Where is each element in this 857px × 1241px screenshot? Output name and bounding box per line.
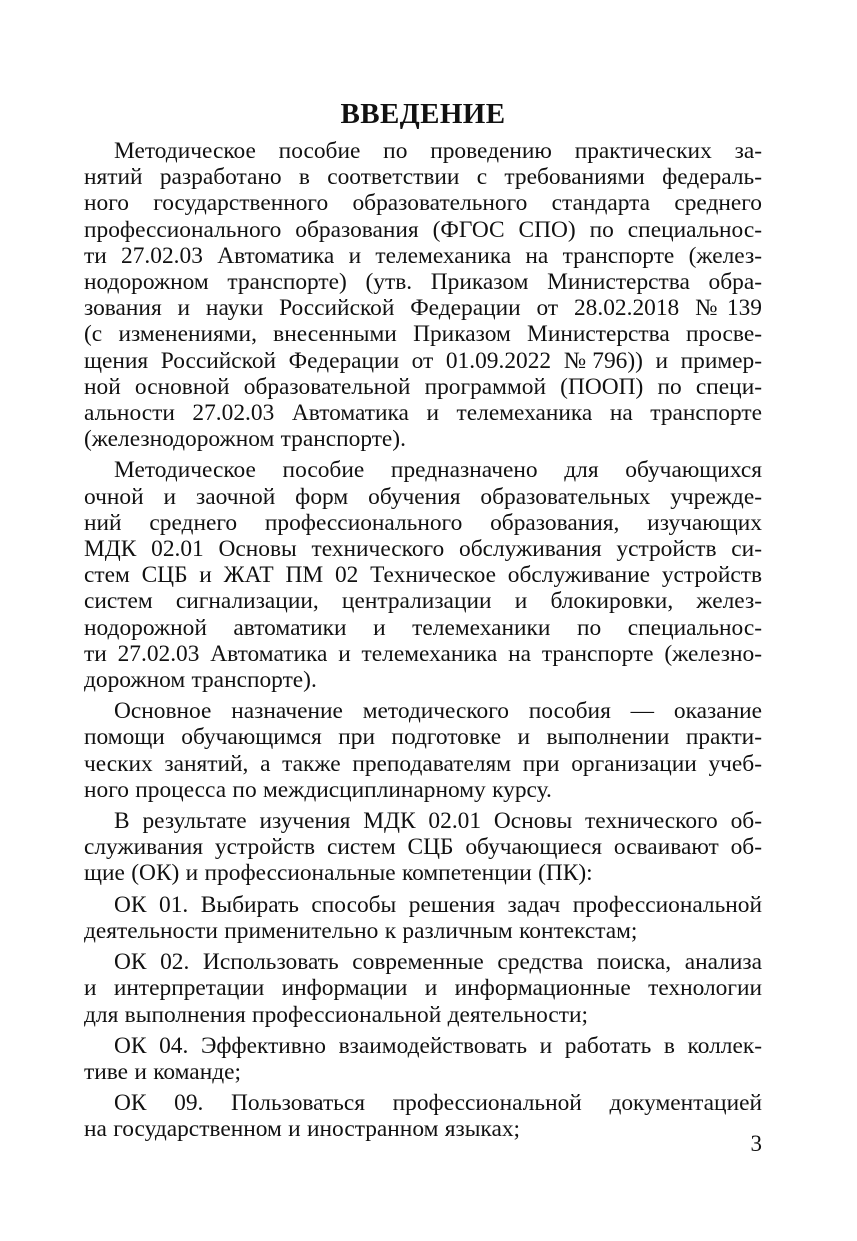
paragraph xyxy=(84,808,762,887)
text-line: тиве и команде; xyxy=(84,1058,241,1085)
text-line: зования и науки Российской Федерации от 28.02.2018 №139 xyxy=(84,295,762,322)
text-line: на государственном и иностранном языках; xyxy=(84,1116,521,1143)
text-line: стем СЦБ и ЖАТ ПМ 02 Техническое обслуживание устройств xyxy=(84,562,762,589)
text-line: (с изменениями, внесенными Приказом Министерства просве- xyxy=(84,321,762,348)
text-line: (железнодорожном транспорте). xyxy=(84,426,406,453)
text-line: ОК 01. Выбирать способы решения задач профессиональной xyxy=(114,891,762,918)
paragraph xyxy=(84,138,762,452)
text-line: нодорожной автоматики и телемеханики по специальнос- xyxy=(84,614,762,641)
text-line: ти 27.02.03 Автоматика и телемеханика на транспорте (желез- xyxy=(84,242,762,269)
text-line: деятельности применительно к различным контекстам; xyxy=(84,917,638,944)
text-line: для выполнения профессиональной деятельности; xyxy=(84,1001,588,1028)
section-title: ВВЕДЕНИЕ xyxy=(340,98,506,130)
text-line: нодорожном транспорте) (утв. Приказом Министерства обра- xyxy=(84,269,762,296)
text-line: ний среднего профессионального образования, изучающих xyxy=(84,509,762,536)
page-number: 3 xyxy=(750,1131,762,1156)
text-line: щения Российской Федерации от 01.09.2022 №796)) и пример- xyxy=(84,347,762,374)
text-line: В результате изучения МДК 02.01 Основы технического об- xyxy=(114,808,762,835)
text-line: дорожном транспорте). xyxy=(84,667,317,694)
text-line: систем сигнализации, централизации и блокировки, желез- xyxy=(84,588,762,615)
text-line: помощи обучающимся при подготовке и выполнении практи- xyxy=(84,724,762,751)
text-line: очной и заочной форм обучения образовательных учрежде- xyxy=(84,483,762,510)
paragraph xyxy=(84,949,762,1028)
text-line: Методическое пособие предназначено для обучающихся xyxy=(114,457,762,484)
text-line: служивания устройств систем СЦБ обучающиеся осваивают об- xyxy=(84,834,762,861)
text-line: ного процесса по междисциплинарному курсу. xyxy=(84,776,552,803)
text-line: ОК 04. Эффективно взаимодействовать и работать в коллек- xyxy=(114,1032,762,1059)
text-line: ОК 09. Пользоваться профессиональной документацией xyxy=(114,1090,762,1117)
text-line: ной основной образовательной программой (ПООП) по специ- xyxy=(84,373,762,400)
text-line: и интерпретации информации и информационные технологии xyxy=(84,975,762,1002)
text-line: МДК 02.01 Основы технического обслуживания устройств си- xyxy=(84,536,762,563)
text-line: Методическое пособие по проведению практических за- xyxy=(114,138,762,164)
text-line: Основное назначение методического пособия — оказание xyxy=(114,698,762,725)
text-line: щие (ОК) и профессиональные компетенции (ПК): xyxy=(84,860,593,887)
paragraph xyxy=(84,698,762,803)
paragraph xyxy=(84,1033,762,1085)
text-line: ного государственного образовательного стандарта среднего xyxy=(84,190,762,217)
document-page xyxy=(84,96,762,1143)
text-line: альности 27.02.03 Автоматика и телемеханика на транспорте xyxy=(84,400,762,427)
text-line: ОК 02. Использовать современные средства поиска, анализа xyxy=(114,949,762,976)
paragraph xyxy=(84,1090,762,1142)
paragraph xyxy=(84,457,762,693)
text-line: ти 27.02.03 Автоматика и телемеханика на транспорте (железно- xyxy=(84,640,762,667)
text-line: нятий разработано в соответствии с требованиями федераль- xyxy=(84,164,762,191)
text-line: профессионального образования (ФГОС СПО) по специальнос- xyxy=(84,216,762,243)
paragraph xyxy=(84,892,762,944)
text-line: ческих занятий, а также преподавателям при организации учеб- xyxy=(84,750,762,777)
body-text xyxy=(84,138,762,1143)
